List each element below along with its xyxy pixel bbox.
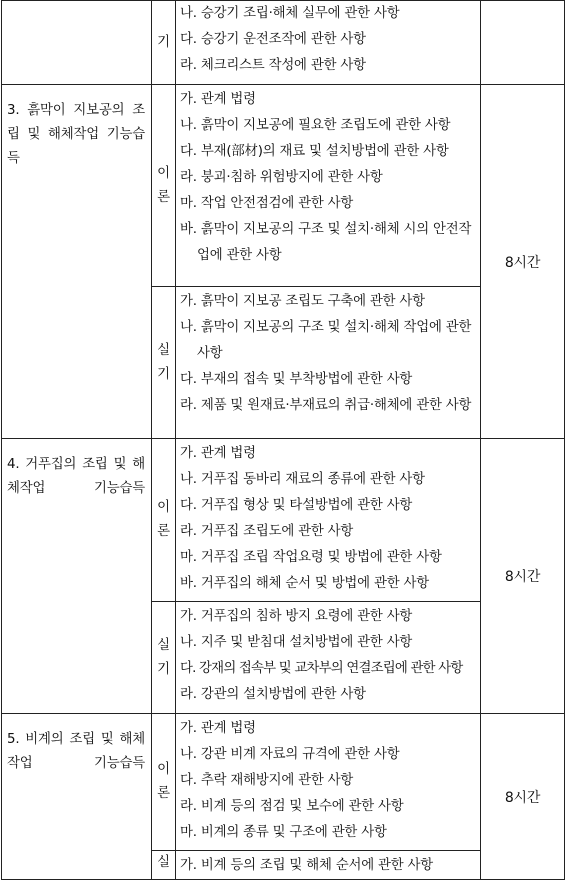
subject-cell [2,85,152,439]
theory-items-cell [176,439,481,602]
list-item: 나. 지주 및 받침대 설치방법에 관한 사항 [180,635,413,650]
practice-type-cell [152,1,176,85]
hours-cell: 8시간 [481,714,565,880]
list-item: 마. 거푸집 조립 작업요령 및 방법에 관한 사항 [180,550,442,565]
curriculum-table [1,0,565,880]
list-item: 가. 거푸집의 침하 방지 요령에 관한 사항 [180,609,413,624]
list-item: 다. 부재(部材)의 재료 및 설치방법에 관한 사항 [180,144,449,159]
subject-cell-empty [2,1,152,85]
list-item: 마. 작업 안전점검에 관한 사항 [180,196,354,211]
type-label: 이론 [157,762,170,801]
list-item: 다. 승강기 운전조작에 관한 사항 [180,32,366,47]
row-earth-retaining [2,85,565,287]
practice-items-cell [176,851,481,880]
list-item: 라. 거푸집 조립도에 관한 사항 [180,524,354,539]
theory-type-cell [152,85,176,287]
list-item: 다. 강재의 접속부 및 교차부의 연결조립에 관한 사항 [180,661,463,676]
list-item: 나. 흙막이 지보공의 구조 및 설치·해체 작업에 관한 사항 [180,320,472,361]
subject-title: 5. 비계의 조립 및 해체작업 기능습득 [7,732,145,771]
list-item: 라. 강관의 설치방법에 관한 사항 [180,687,366,702]
type-label: 기 [157,34,170,50]
practice-items-cell [176,602,481,714]
list-item: 가. 흙막이 지보공 조립도 구축에 관한 사항 [180,294,425,309]
type-label: 실기 [157,342,170,382]
practice-type-cell [152,287,176,439]
subject-title: 3. 흙막이 지보공의 조립 및 해체작업 기능습득 [7,103,145,166]
type-label: 실기 [157,637,170,677]
list-item: 가. 관계 법령 [180,92,256,107]
row-formwork [2,439,565,602]
practice-type-cell [152,602,176,714]
list-item: 마. 비계의 종류 및 구조에 관한 사항 [180,825,387,840]
list-item: 다. 추락 재해방지에 관한 사항 [180,773,354,788]
row-scaffold [2,714,565,851]
list-item: 가. 관계 법령 [180,721,256,736]
theory-type-cell [152,714,176,851]
practice-items-cell [176,287,481,439]
type-label: 실 [157,855,170,870]
list-item: 라. 제품 및 원재료·부재료의 취급·해체에 관한 사항 [180,398,472,413]
type-label: 이론 [157,165,170,205]
list-item: 나. 강관 비계 자료의 규격에 관한 사항 [180,747,400,762]
row-elevator-continued [2,1,565,85]
subject-cell [2,714,152,880]
list-item: 나. 승강기 조립·해체 실무에 관한 사항 [180,6,400,21]
list-item: 다. 부재의 접속 및 부착방법에 관한 사항 [180,372,413,387]
subject-cell [2,439,152,714]
list-item: 나. 흙막이 지보공에 필요한 조립도에 관한 사항 [180,118,451,133]
list-item: 라. 붕괴·침하 위험방지에 관한 사항 [180,170,383,185]
list-item: 가. 관계 법령 [180,446,256,461]
theory-items-cell [176,85,481,287]
items-cell [176,1,481,85]
subject-title: 4. 거푸집의 조립 및 해체작업 기능습득 [7,457,145,496]
theory-items-cell [176,714,481,851]
type-label: 이론 [157,500,170,539]
list-item: 바. 흙막이 지보공의 구조 및 설치·해체 시의 안전작업에 관한 사항 [180,222,472,263]
practice-type-cell [152,851,176,880]
hours-cell: 8시간 [481,85,565,439]
theory-type-cell [152,439,176,602]
list-item: 라. 체크리스트 작성에 관한 사항 [180,58,366,73]
list-item: 라. 비계 등의 점검 및 보수에 관한 사항 [180,799,404,814]
list-item: 나. 거푸집 동바리 재료의 종류에 관한 사항 [180,472,425,487]
list-item: 가. 비계 등의 조립 및 해체 순서에 관한 사항 [180,858,434,873]
list-item: 바. 거푸집의 해체 순서 및 방법에 관한 사항 [180,576,429,591]
hours-cell-empty [481,1,565,85]
hours-cell: 8시간 [481,439,565,714]
list-item: 다. 거푸집 형상 및 타설방법에 관한 사항 [180,498,413,513]
